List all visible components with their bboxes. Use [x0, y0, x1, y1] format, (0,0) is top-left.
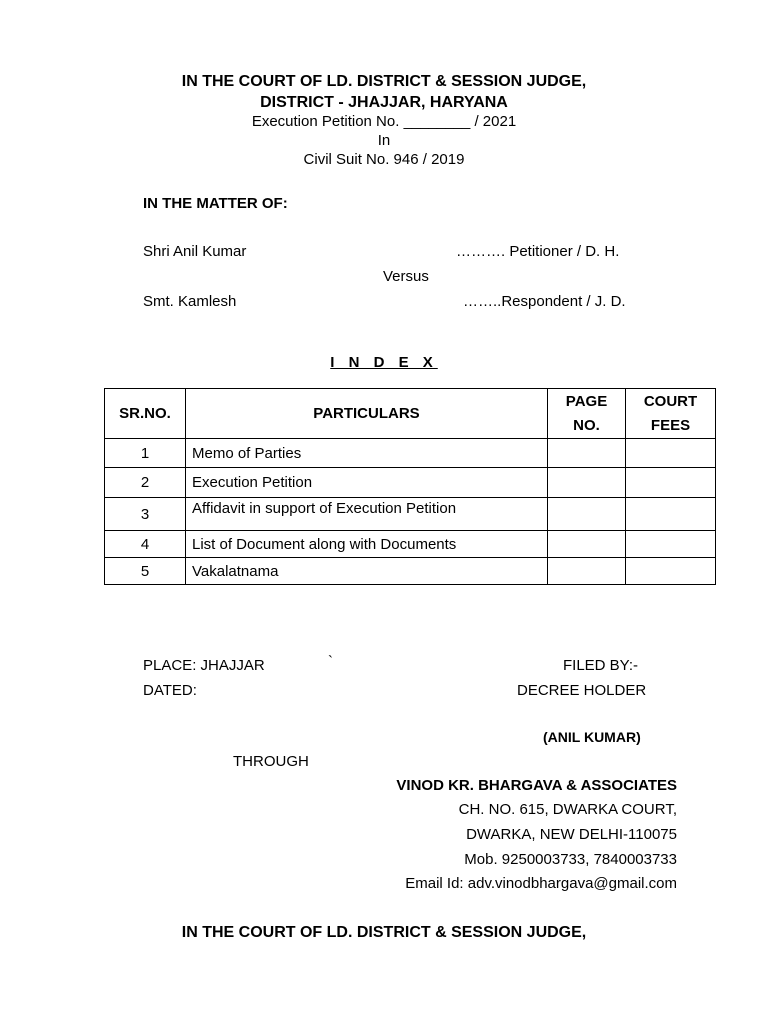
court-fees-header [626, 389, 716, 439]
district-heading: DISTRICT - JHAJJAR, HARYANA [260, 94, 508, 111]
page-no-header-line2: NO. [573, 416, 600, 434]
sr-no-header: SR.NO. [105, 389, 186, 439]
particular-cell: Affidavit in support of Execution Petition [186, 498, 548, 531]
civil-suit-number: Civil Suit No. 946 / 2019 [303, 151, 465, 168]
through-label: THROUGH [233, 753, 309, 770]
sr-cell: 1 [105, 439, 186, 468]
court-heading: IN THE COURT OF LD. DISTRICT & SESSION JUDGE, [181, 73, 587, 90]
execution-petition-number: Execution Petition No. ________ / 2021 [251, 113, 517, 130]
fees-cell [626, 498, 716, 531]
index-table [104, 388, 716, 585]
page-cell [548, 468, 626, 498]
signatory-name: (ANIL KUMAR) [543, 729, 641, 745]
dated-label: DATED: [143, 682, 197, 699]
decree-holder-label: DECREE HOLDER [517, 682, 647, 699]
particular-cell: List of Document along with Documents [186, 531, 548, 558]
particular-cell: Memo of Parties [186, 439, 548, 468]
table-header-row [105, 389, 716, 439]
page-cell [548, 531, 626, 558]
in-label: In [377, 132, 391, 149]
next-page-court-heading: IN THE COURT OF LD. DISTRICT & SESSION JUDGE, [181, 924, 587, 941]
mobile-numbers: Mob. 9250003733, 7840003733 [464, 851, 677, 868]
table-row [105, 558, 716, 585]
stray-backtick: ` [328, 653, 333, 670]
place-label: PLACE: JHAJJAR [143, 657, 265, 674]
petitioner-role: ………. Petitioner / D. H. [456, 243, 620, 260]
particular-cell: Execution Petition [186, 468, 548, 498]
sr-cell: 2 [105, 468, 186, 498]
fees-cell [626, 468, 716, 498]
page-no-header [548, 389, 626, 439]
page-cell [548, 439, 626, 468]
respondent-name: Smt. Kamlesh [143, 293, 237, 310]
sr-cell: 5 [105, 558, 186, 585]
filed-by-label: FILED BY:- [563, 657, 639, 674]
law-firm-name: VINOD KR. BHARGAVA & ASSOCIATES [396, 777, 677, 794]
page-no-header-line1: PAGE [565, 392, 608, 410]
particular-cell: Vakalatnama [186, 558, 548, 585]
court-fees-header-line2: FEES [650, 416, 691, 434]
page-cell [548, 498, 626, 531]
address-line-2: DWARKA, NEW DELHI-110075 [466, 826, 677, 843]
table-row [105, 498, 716, 531]
respondent-role: ……..Respondent / J. D. [463, 293, 626, 310]
email-address: Email Id: adv.vinodbhargava@gmail.com [405, 875, 677, 892]
fees-cell [626, 439, 716, 468]
table-row [105, 468, 716, 498]
sr-cell: 4 [105, 531, 186, 558]
matter-heading: IN THE MATTER OF: [143, 195, 288, 212]
versus-label: Versus [383, 268, 429, 285]
particulars-header: PARTICULARS [186, 389, 548, 439]
fees-cell [626, 531, 716, 558]
sr-cell: 3 [105, 498, 186, 531]
fees-cell [626, 558, 716, 585]
address-line-1: CH. NO. 615, DWARKA COURT, [458, 801, 677, 818]
court-fees-header-line1: COURT [643, 392, 698, 410]
index-title: I N D E X [330, 354, 438, 371]
petitioner-name: Shri Anil Kumar [143, 243, 247, 260]
table-row [105, 531, 716, 558]
page-cell [548, 558, 626, 585]
table-row [105, 439, 716, 468]
